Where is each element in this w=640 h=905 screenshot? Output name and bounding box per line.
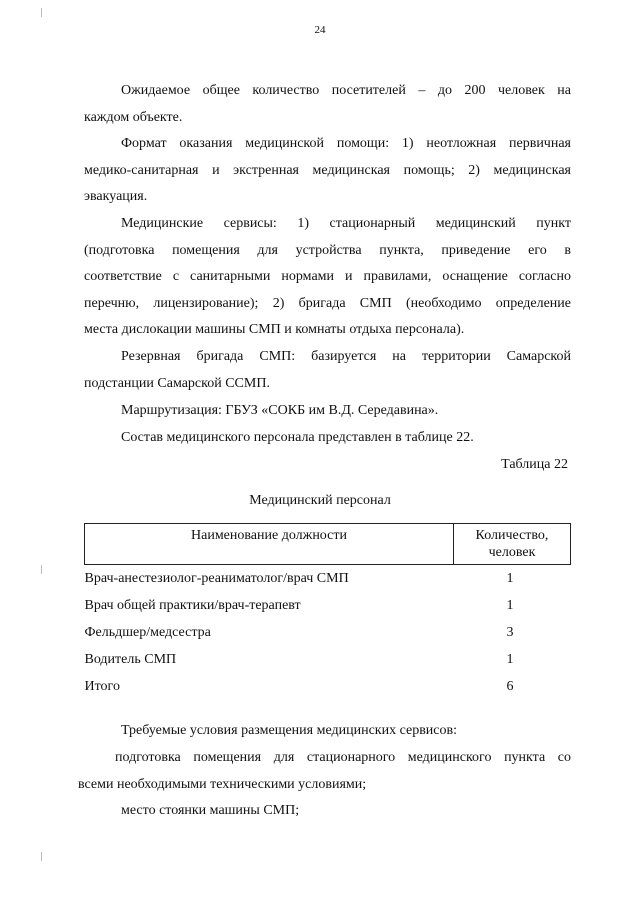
paragraph-format bbox=[84, 131, 571, 211]
header-quantity bbox=[454, 524, 571, 565]
text-line: место стоянки машины СМП; bbox=[121, 803, 300, 818]
paragraph-requirements-heading bbox=[84, 718, 571, 745]
table-label: Таблица 22 bbox=[501, 457, 568, 472]
table-header-row bbox=[85, 524, 571, 565]
text-line: перечню, лицензирование); 2) бригада СМП (необходимо определение bbox=[84, 295, 571, 311]
header-quantity-line1: Количество, bbox=[475, 528, 549, 543]
text-line: Резервная бригада СМП: базируется на территории Самарской bbox=[121, 349, 571, 364]
table-row bbox=[85, 592, 571, 619]
text-line: Формат оказания медицинской помощи: 1) неотложная первичная bbox=[121, 136, 571, 151]
text-line: (подготовка помещения для устройства пункта, приведение его в bbox=[84, 242, 571, 258]
table-total-row bbox=[85, 673, 571, 700]
paragraph-requirement-1 bbox=[78, 745, 571, 798]
text-line: места дислокации машины СМП и комнаты отдыха персонала). bbox=[84, 322, 465, 337]
staff-table bbox=[84, 523, 571, 700]
text-line: всеми необходимыми техническими условиями; bbox=[78, 776, 367, 792]
text-line: Ожидаемое общее количество посетителей – до 200 человек на bbox=[121, 83, 571, 98]
position-cell: Врач общей практики/врач-терапевт bbox=[84, 598, 301, 613]
text-line: подстанции Самарской ССМП. bbox=[84, 375, 270, 391]
text-line: Медицинские сервисы: 1) стационарный медицинский пункт bbox=[121, 216, 571, 231]
text-line: Состав медицинского персонала представлен в таблице 22. bbox=[121, 430, 474, 445]
table-row bbox=[85, 619, 571, 646]
text-line: каждом объекте. bbox=[84, 109, 183, 125]
margin-mark bbox=[41, 565, 42, 574]
paragraph-visitors bbox=[84, 78, 571, 131]
position-cell: Врач-анестезиолог-реаниматолог/врач СМП bbox=[84, 571, 349, 586]
position-cell: Фельдшер/медсестра bbox=[84, 625, 211, 640]
text-line: подготовка помещения для стационарного медицинского пункта со bbox=[115, 750, 571, 765]
quantity-cell: 1 bbox=[506, 571, 514, 586]
text-line: Маршрутизация: ГБУЗ «СОКБ им В.Д. Середавина». bbox=[121, 403, 439, 418]
paragraph-staff-intro bbox=[84, 425, 571, 452]
total-label-cell: Итого bbox=[84, 679, 120, 694]
text-line: эвакуация. bbox=[84, 189, 148, 204]
paragraph-reserve bbox=[84, 344, 571, 397]
page-number: 24 bbox=[314, 24, 326, 36]
paragraph-services bbox=[84, 211, 571, 344]
header-quantity-line2: человек bbox=[488, 545, 536, 560]
text-line: соответствие с санитарными нормами и правилами, оснащение согласно bbox=[84, 269, 571, 284]
text-line: Требуемые условия размещения медицинских сервисов: bbox=[121, 723, 458, 738]
table-row bbox=[85, 646, 571, 673]
quantity-cell: 1 bbox=[506, 598, 514, 613]
quantity-cell: 1 bbox=[506, 652, 514, 667]
table-title: Медицинский персонал bbox=[249, 493, 391, 508]
total-quantity-cell: 6 bbox=[506, 679, 514, 694]
quantity-cell: 3 bbox=[506, 625, 514, 640]
position-cell: Водитель СМП bbox=[84, 652, 177, 667]
paragraph-routing bbox=[84, 398, 571, 425]
table-row bbox=[85, 565, 571, 593]
paragraph-requirement-2 bbox=[84, 798, 571, 825]
margin-mark bbox=[41, 8, 42, 17]
margin-mark bbox=[41, 852, 42, 861]
text-line: медико-санитарная и экстренная медицинская помощь; 2) медицинская bbox=[84, 162, 571, 178]
header-position: Наименование должности bbox=[85, 524, 454, 565]
